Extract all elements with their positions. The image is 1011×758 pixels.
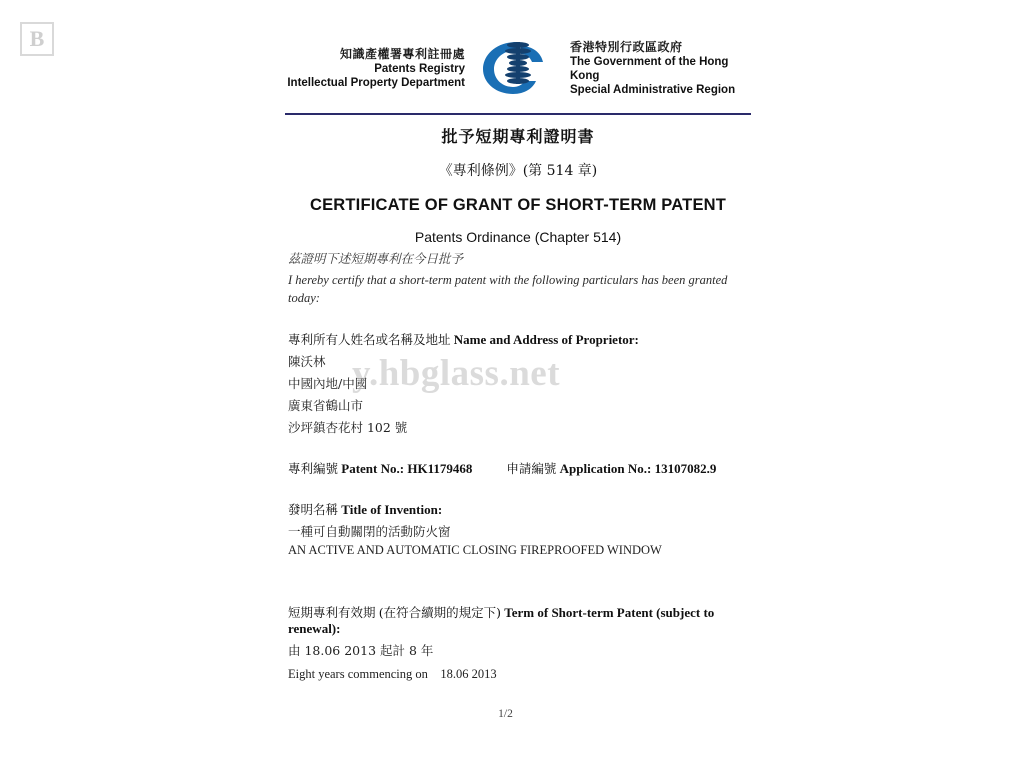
ordinance-en: Patents Ordinance (Chapter 514): [414, 229, 622, 245]
proprietor-line: 中國內地/中國: [288, 376, 368, 392]
header-divider: [285, 113, 751, 115]
invention-label-cn: 發明名稱: [288, 502, 339, 518]
term-value-en-date: 18.06 2013: [440, 667, 497, 682]
page-number: 1/2: [498, 708, 513, 720]
header-right-text: [570, 38, 750, 97]
header-left-en2: Intellectual Property Department: [287, 76, 465, 89]
invention-label: [288, 500, 758, 518]
corner-logo: [20, 22, 54, 56]
application-number-value: 13107082.9: [654, 461, 717, 477]
patent-number-label-en: Patent No.:: [341, 461, 405, 477]
proprietor-label-en: Name and Address of Proprietor:: [453, 332, 639, 348]
document-header: [285, 36, 750, 98]
corner-logo-mark: B: [29, 26, 45, 51]
term-label-cn-paren: (在符合續期的規定下): [378, 605, 502, 621]
header-right-en1: The Government of the Hong Kong: [570, 55, 729, 82]
invention-title-en: AN ACTIVE AND AUTOMATIC CLOSING FIREPROOFED WINDOW: [288, 543, 662, 558]
ordinance-cn: 《專利條例》(第 514 章): [438, 163, 598, 179]
patent-number: [288, 459, 472, 477]
title-cn: 批予短期專利證明書: [441, 127, 595, 146]
hong-kong-ipd-emblem-icon: [473, 36, 563, 98]
proprietor-label: [288, 330, 758, 348]
header-left-en1: Patents Registry: [374, 62, 465, 75]
header-left-text: [285, 45, 465, 90]
header-left-cn: 知識產權署專利註冊處: [339, 46, 465, 61]
proprietor-line: 沙坪鎮杏花村 102 號: [288, 420, 408, 436]
proprietor-label-cn: 專利所有人姓名或名稱及地址: [288, 332, 451, 348]
patent-number-value: HK1179468: [407, 461, 473, 477]
invention-section: [288, 500, 758, 558]
invention-label-en: Title of Invention:: [341, 502, 443, 518]
proprietor-line: 陳沃林: [288, 354, 326, 370]
application-number: [506, 459, 716, 477]
application-number-label-cn: 申請編號: [506, 461, 557, 477]
certification-cn: 茲證明下述短期專利在今日批予: [288, 251, 464, 266]
invention-title-cn: 一種可自動關閉的活動防火窗: [288, 524, 451, 540]
certification-en: I hereby certify that a short-term patent with the following particulars has been granted today:: [288, 273, 728, 306]
term-label-en: Term of Short-term Patent (subject to renewal):: [288, 605, 715, 637]
header-right-cn: 香港特別行政區政府: [570, 39, 683, 54]
watermark: y.hbglass.net: [352, 353, 561, 394]
numbers-section: [288, 459, 758, 477]
term-value-cn: 由 18.06 2013 起計 8 年: [288, 643, 434, 659]
title-block: [285, 124, 751, 245]
proprietor-section: [288, 330, 758, 436]
title-en: CERTIFICATE OF GRANT OF SHORT-TERM PATENT: [309, 196, 727, 214]
proprietor-line: 廣東省鶴山市: [288, 398, 364, 414]
term-section: [288, 603, 758, 682]
term-value-en-prefix: Eight years commencing on: [288, 667, 428, 682]
term-label-cn: 短期專利有效期: [288, 605, 376, 621]
application-number-label-en: Application No.:: [559, 461, 652, 477]
term-label: [288, 603, 758, 637]
patent-number-label-cn: 專利編號: [288, 461, 339, 477]
document-body: [288, 250, 758, 682]
term-value-en: [288, 667, 758, 682]
header-right-en2: Special Administrative Region: [570, 83, 736, 96]
